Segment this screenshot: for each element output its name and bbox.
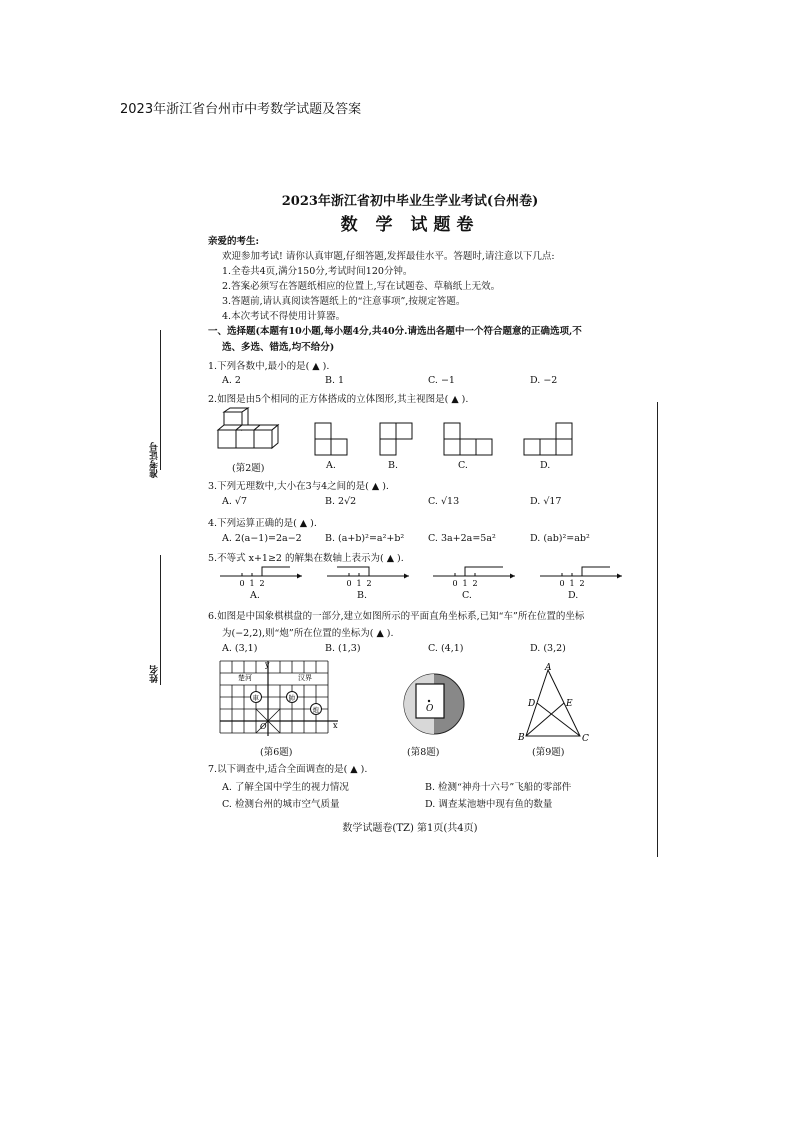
- q9-triangle-figure: [518, 663, 592, 744]
- q5-tick-label: 0: [239, 579, 245, 588]
- q5-number-line-d: [540, 567, 622, 588]
- q6-caption: (第6题): [260, 747, 293, 758]
- q5-stem: 5.不等式 x+1≥2 的解集在数轴上表示为( ▲ ).: [208, 553, 404, 564]
- q7-option-c: C. 检测台州的城市空气质量: [222, 799, 340, 810]
- q9-caption: (第9题): [532, 747, 565, 758]
- pao-piece: [311, 704, 322, 715]
- q5-tick-label: 2: [472, 579, 478, 588]
- q2-option-b-figure: [378, 421, 414, 457]
- svg-text:帥: 帥: [288, 694, 295, 702]
- q6-option-a: A. (3,1): [222, 643, 258, 654]
- q4-option-d: D. (ab)²=ab²: [530, 533, 590, 544]
- name-label: 姓名: [150, 665, 160, 683]
- section1-line2: 选、多选、错选,均不给分): [222, 342, 335, 353]
- q2-caption: (第2题): [232, 463, 265, 474]
- q5-tick-label: 1: [356, 579, 362, 588]
- q4-stem: 4.下列运算正确的是( ▲ ).: [208, 518, 317, 529]
- ju-piece: [251, 692, 262, 703]
- q9-point-d: D: [528, 699, 536, 709]
- q3-option-d: D. √17: [530, 496, 562, 507]
- q6-y-axis-label: y: [265, 660, 270, 669]
- q5-tick-label: 0: [559, 579, 565, 588]
- q7-option-b: B. 检测“神舟十六号”飞船的零部件: [425, 782, 572, 793]
- q5-tick-label: 0: [452, 579, 458, 588]
- q1-option-a: A. 2: [222, 375, 241, 386]
- q1-option-b: B. 1: [325, 375, 345, 386]
- note-3: 3.答题前,请认真阅读答题纸上的“注意事项”,按规定答题。: [222, 296, 466, 307]
- q9-point-e: E: [566, 699, 573, 709]
- q7-option-d: D. 调查某池塘中现有鱼的数量: [425, 799, 553, 810]
- q2-stem: 2.如图是由5个相同的正方体搭成的立体图形,其主视图是( ▲ ).: [208, 394, 469, 405]
- q2-option-c-figure: [442, 421, 494, 457]
- shuai-piece: [287, 692, 298, 703]
- q1-stem: 1.下列各数中,最小的是( ▲ ).: [208, 361, 330, 372]
- q9-vertex-a: A: [545, 663, 552, 673]
- q6-chessboard-figure: [220, 661, 340, 741]
- q4-option-b: B. (a+b)²=a²+b²: [325, 533, 405, 544]
- q4-option-a: A. 2(a−1)=2a−2: [222, 533, 302, 544]
- q5-number-line-a: [220, 567, 302, 588]
- q2-option-c: C.: [458, 460, 468, 471]
- svg-text:炮: 炮: [312, 706, 319, 714]
- q3-option-c: C. √13: [428, 496, 460, 507]
- q5-number-line-c: [433, 567, 515, 588]
- document-title: 2023年浙江省台州市中考数学试题及答案: [120, 102, 362, 117]
- q5-option-b: B.: [357, 590, 368, 601]
- q5-tick-label: 0: [346, 579, 352, 588]
- q2-solid-figure: [214, 410, 284, 454]
- q6-x-axis-label: x: [333, 721, 338, 730]
- q5-tick-label: 2: [366, 579, 372, 588]
- q5-tick-label: 2: [259, 579, 265, 588]
- q6-stem-line1: 6.如图是中国象棋棋盘的一部分,建立如图所示的平面直角坐标系,已知“车”所在位置的坐标: [208, 611, 585, 622]
- exam-title: 2023年浙江省初中毕业生学业考试(台州卷): [281, 194, 539, 209]
- q5-number-line-b: [327, 567, 409, 588]
- exam-number-label: 准考证号: [150, 442, 160, 478]
- q2-option-a-figure: [313, 421, 349, 457]
- q2-option-b: B.: [388, 460, 399, 471]
- q6-stem-line2: 为(−2,2),则“炮”所在位置的坐标为( ▲ ).: [222, 628, 394, 639]
- q6-option-b: B. (1,3): [325, 643, 361, 654]
- q9-vertex-c: C: [582, 734, 589, 744]
- q1-option-c: C. −1: [428, 375, 455, 386]
- q9-vertex-b: B: [518, 733, 525, 743]
- welcome-text: 欢迎参加考试! 请你认真审题,仔细答题,发挥最佳水平。答题时,请注意以下几点:: [222, 251, 555, 262]
- q5-option-a: A.: [250, 590, 260, 601]
- q5-option-c: C.: [462, 590, 472, 601]
- q5-tick-label: 2: [579, 579, 585, 588]
- note-1: 1.全卷共4页,满分150分,考试时间120分钟。: [222, 266, 413, 277]
- greeting: 亲爱的考生:: [208, 236, 260, 247]
- note-2: 2.答案必须写在答题纸相应的位置上,写在试题卷、草稿纸上无效。: [222, 281, 501, 292]
- q5-tick-label: 1: [462, 579, 468, 588]
- q5-option-d: D.: [568, 590, 579, 601]
- q5-tick-label: 1: [569, 579, 575, 588]
- q8-caption: (第8题): [407, 747, 440, 758]
- section1-line1: 一、选择题(本题有10小题,每小题4分,共40分.请选出各题中一个符合题意的正确选项,不: [208, 326, 582, 337]
- q3-option-b: B. 2√2: [325, 496, 357, 507]
- q2-option-a: A.: [326, 460, 336, 471]
- q6-option-d: D. (3,2): [530, 643, 566, 654]
- q2-option-d: D.: [540, 460, 551, 471]
- exam-sheet: [150, 178, 670, 843]
- q1-option-d: D. −2: [530, 375, 558, 386]
- q7-stem: 7.以下调查中,适合全面调查的是( ▲ ).: [208, 764, 368, 775]
- exam-subtitle: 数 学 试题卷: [340, 215, 480, 235]
- q5-tick-label: 1: [249, 579, 255, 588]
- q2-option-d-figure: [522, 421, 574, 457]
- note-4: 4.本次考试不得使用计算器。: [222, 311, 346, 322]
- q4-option-c: C. 3a+2a=5a²: [428, 533, 496, 544]
- q8-center-label: O: [426, 704, 434, 714]
- q7-option-a: A. 了解全国中学生的视力情况: [222, 782, 349, 793]
- q3-option-a: A. √7: [222, 496, 247, 507]
- q3-stem: 3.下列无理数中,大小在3与4之间的是( ▲ ).: [208, 481, 389, 492]
- svg-text:車: 車: [252, 694, 259, 702]
- page-footer: 数学试题卷(TZ) 第1页(共4页): [342, 823, 478, 834]
- q6-origin-label: O: [260, 722, 267, 731]
- q8-figure: [402, 664, 466, 740]
- chu-he-label: 楚河: [238, 674, 252, 682]
- q5-number-lines: [150, 562, 670, 592]
- q6-option-c: C. (4,1): [428, 643, 464, 654]
- han-jie-label: 汉界: [298, 674, 312, 682]
